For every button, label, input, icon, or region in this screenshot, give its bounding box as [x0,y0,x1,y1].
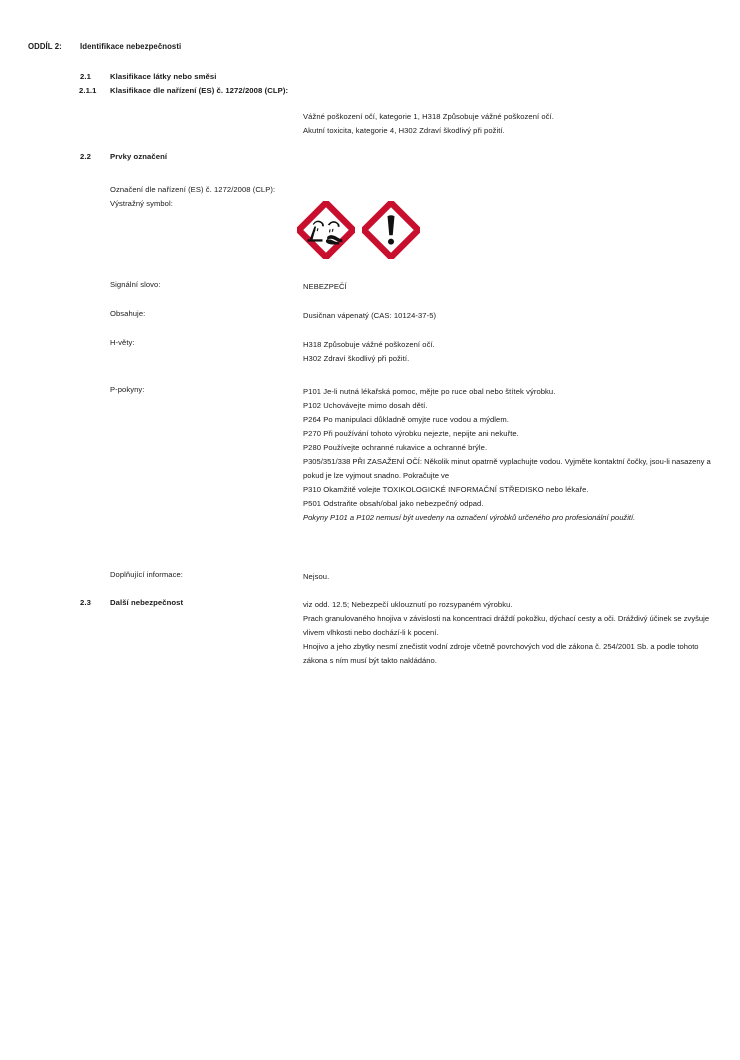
subsection-2-2-title: Prvky označení [110,152,168,161]
ghs05-corrosion-pictogram [297,201,355,259]
classification-line-1: Vážné poškození očí, kategorie 1, H318 Způsobuje vážné poškození očí. [303,112,554,121]
p-statement-p501: P501 Odstraňte obsah/obal jako nebezpečný odpad. [303,499,484,508]
classification-line-2: Akutní toxicita, kategorie 4, H302 Zdraví škodlivý při požití. [303,126,505,135]
signal-word-value: NEBEZPEČÍ [303,282,347,291]
ghs-pictogram-row [297,201,420,259]
h-statement-line-2: H302 Zdraví škodlivý při požití. [303,354,410,363]
p-statements-label: P-pokyny: [110,385,145,394]
p-statement-p305: P305/351/338 PŘI ZASAŽENÍ OČÍ: Několik minut opatrně vyplachujte vodou. Vyjměte kontaktní čočky, jsou-li nasazeny a pokud je lze vyjmout snadno. Pokračujte ve [303,457,711,480]
subsection-2-3-number: 2.3 [80,598,91,607]
subsection-2-1-title: Klasifikace látky nebo směsi [110,72,217,81]
labeling-regulation-note: Označení dle nařízení (ES) č. 1272/2008 (CLP): [110,185,276,194]
subsection-2-1-number: 2.1 [80,72,91,81]
p-statement-p264: P264 Po manipulaci důkladně omyjte ruce vodou a mýdlem. [303,415,509,424]
p-statement-p101: P101 Je-li nutná lékařská pomoc, mějte po ruce obal nebo štítek výrobku. [303,387,556,396]
p-statement-p310: P310 Okamžitě volejte TOXIKOLOGICKÉ INFORMAČNÍ STŘEDISKO nebo lékaře. [303,485,589,494]
pictogram-label: Výstražný symbol: [110,199,173,208]
contains-label: Obsahuje: [110,309,146,318]
subsection-2-2-number: 2.2 [80,152,91,161]
section-number: ODDÍL 2: [28,42,62,51]
other-hazards-line-1: viz odd. 12.5; Nebezpečí uklouznutí po rozsypaném výrobku. [303,600,513,609]
p-statement-p280: P280 Používejte ochranné rukavice a ochranné brýle. [303,443,488,452]
h-statements-label: H-věty: [110,338,135,347]
section-title: Identifikace nebezpečnosti [80,42,182,51]
p-statement-p270: P270 Při používání tohoto výrobku nejezte, nepijte ani nekuřte. [303,429,519,438]
p-statement-p102: P102 Uchovávejte mimo dosah dětí. [303,401,428,410]
additional-information-value: Nejsou. [303,572,330,581]
contains-value: Dusičnan vápenatý (CAS: 10124-37-5) [303,311,437,320]
p-statement-professional-use-note: Pokyny P101 a P102 nemusí být uvedeny na označení výrobků určeného pro profesionální použití. [303,513,636,522]
h-statement-line-1: H318 Způsobuje vážné poškození očí. [303,340,435,349]
additional-information-label: Doplňující informace: [110,570,183,579]
subsection-2-1-1-number: 2.1.1 [79,86,97,95]
other-hazards-line-2: Prach granulovaného hnojiva v závislosti na koncentraci dráždí pokožku, dýchací cesty a oči. Dráždivý účinek se zvyšuje vlivem vlhkosti nebo dochází-li k pocení. [303,614,710,637]
other-hazards-line-3: Hnojivo a jeho zbytky nesmí znečistit vodní zdroje včetně povrchových vod dle zákona č. 254/2001 Sb. a podle tohoto zákona s ním musí být takto nakládáno. [303,642,699,665]
ghs07-exclamation-mark-pictogram [362,201,420,259]
subsection-2-3-title: Další nebezpečnost [110,598,184,607]
subsection-2-1-1-title: Klasifikace dle nařízení (ES) č. 1272/2008 (CLP): [110,86,289,95]
signal-word-label: Signální slovo: [110,280,161,289]
